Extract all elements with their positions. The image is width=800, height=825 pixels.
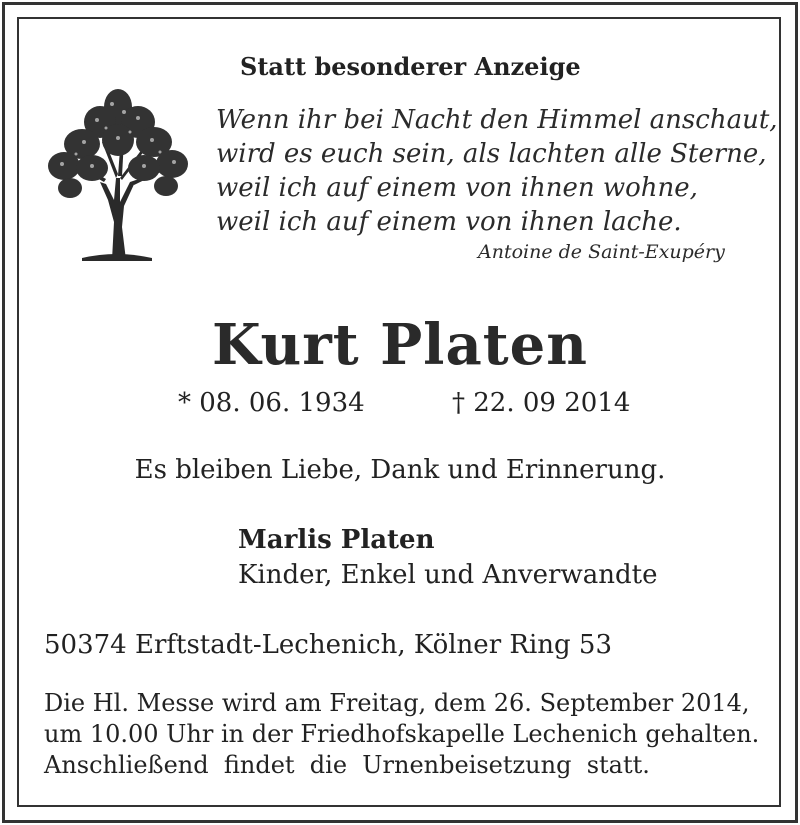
quote-author: Antoine de Saint-Exupéry	[478, 241, 725, 263]
birth-date: * 08. 06. 1934	[178, 388, 365, 418]
service-info	[44, 688, 764, 781]
deceased-name: Kurt Platen	[212, 312, 588, 378]
quote-line: wird es euch sein, als lachten alle Sterne,	[216, 139, 767, 169]
quote-line: weil ich auf einem von ihnen wohne,	[216, 173, 698, 203]
service-line: Die Hl. Messe wird am Freitag, dem 26. September 2014,	[44, 689, 750, 717]
quote-line: Wenn ihr bei Nacht den Himmel anschaut,	[216, 105, 778, 135]
death-date: † 22. 09 2014	[452, 388, 631, 418]
quote	[216, 103, 776, 239]
quote-line: weil ich auf einem von ihnen lache.	[216, 207, 682, 237]
service-line: um 10.00 Uhr in der Friedhofskapelle Lechenich gehalten.	[44, 720, 760, 748]
mourner-name: Marlis Platen	[238, 525, 435, 555]
memorial-phrase: Es bleiben Liebe, Dank und Erinnerung.	[134, 455, 666, 485]
address: 50374 Erftstadt-Lechenich, Kölner Ring 53	[44, 630, 613, 660]
tree-icon	[42, 82, 192, 262]
relatives: Kinder, Enkel und Anverwandte	[238, 560, 658, 590]
notice-header: Statt besonderer Anzeige	[240, 52, 581, 81]
service-line: Anschließend findet die Urnenbeisetzung statt.	[44, 751, 650, 779]
